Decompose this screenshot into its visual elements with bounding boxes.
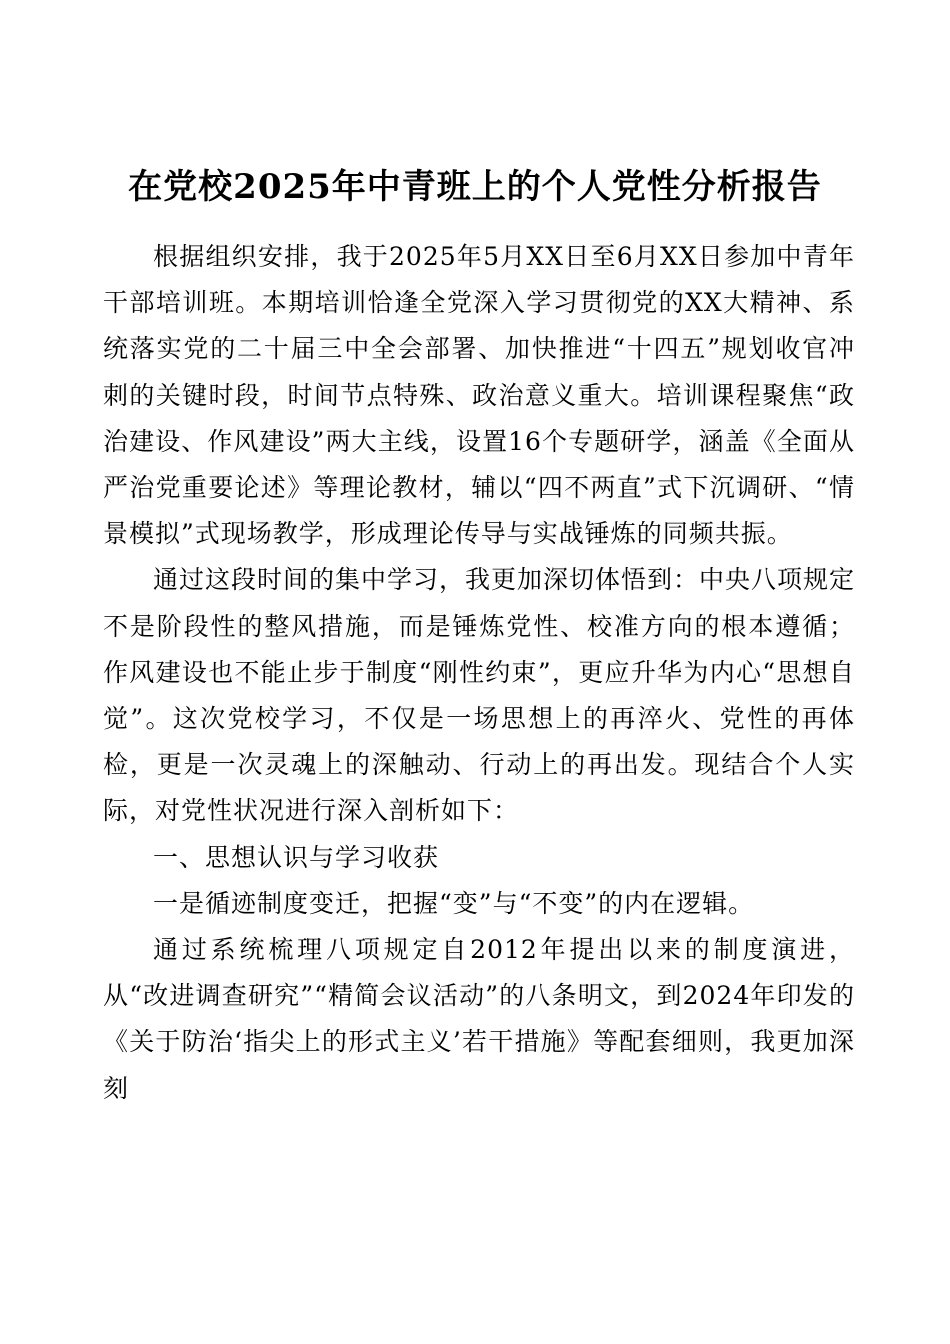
paragraph-training-background: 根据组织安排，我于2025年5月XX日至6月XX日参加中青年干部培训班。本期培训恰逢全党深入学习贯彻党的XX大精神、系统落实党的二十届三中全会部署、加快推进“十四五”规划收官冲刺的关键时段，时间节点特殊、政治意义重大。培训课程聚焦“政治建设、作风建设”两大主线，设置16个专题研学，涵盖《全面从严治党重要论述》等理论教材，辅以“四不两直”式下沉调研、“情景模拟”式现场教学，形成理论传导与实战锤炼的同频共振。	[103, 242, 855, 549]
subsection-heading-1: 一是循迹制度变迁，把握“变”与“不变”的内在逻辑。	[153, 888, 755, 918]
document-title: 在党校2025年中青班上的个人党性分析报告	[128, 167, 822, 207]
section-heading-1: 一、思想认识与学习收获	[153, 842, 440, 872]
paragraph-system-evolution: 通过系统梳理八项规定自2012年提出以来的制度演进，从“改进调查研究”“精简会议活动”的八条明文，到2024年印发的《关于防治‘指尖上的形式主义’若干措施》等配套细则，我更加深刻	[103, 935, 855, 1103]
paragraph-learning-reflection: 通过这段时间的集中学习，我更加深切体悟到：中央八项规定不是阶段性的整风措施，而是锤炼党性、校准方向的根本遵循；作风建设也不能止步于制度“刚性约束”，更应升华为内心“思想自觉”。这次党校学习，不仅是一场思想上的再淬火、党性的再体检，更是一次灵魂上的深触动、行动上的再出发。现结合个人实际，对党性状况进行深入剖析如下：	[103, 565, 856, 826]
document-body	[103, 234, 855, 1112]
